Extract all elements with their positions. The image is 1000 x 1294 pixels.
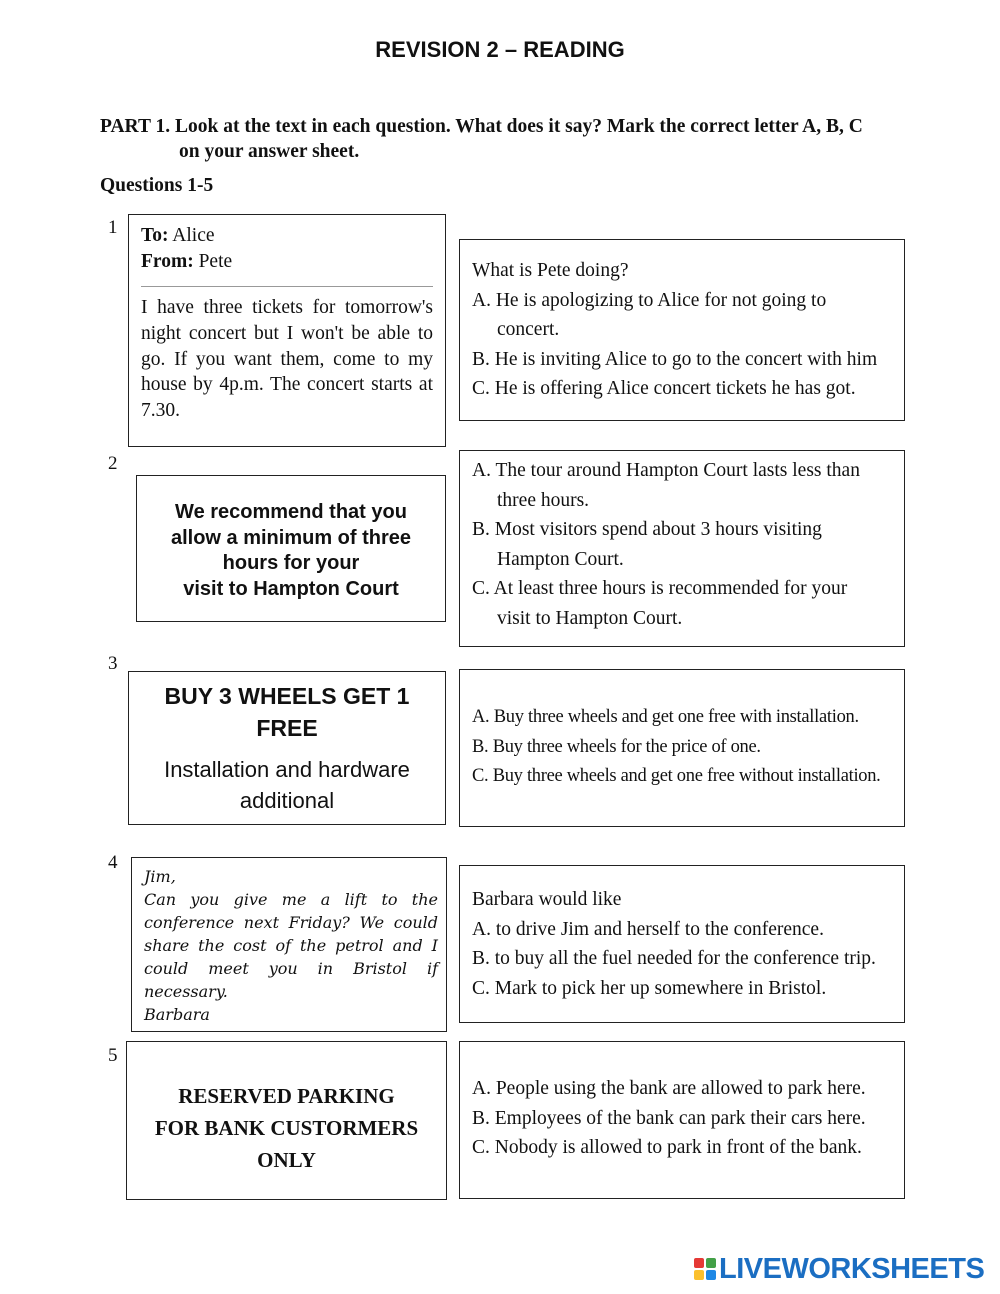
- q2-option-a-cont: three hours.: [497, 489, 590, 511]
- part-label: PART 1.: [100, 116, 171, 137]
- logo-squares-icon: [694, 1258, 716, 1280]
- instruction-line-2: on your answer sheet.: [179, 141, 360, 162]
- divider: [141, 286, 433, 287]
- q3-sub-line: Installation and hardware: [164, 757, 410, 782]
- q4-option-c[interactable]: C. Mark to pick her up somewhere in Bristol.: [472, 977, 827, 999]
- q1-option-a[interactable]: A. He is apologizing to Alice for not going to: [472, 289, 827, 311]
- logo-square: [694, 1270, 704, 1280]
- q2-option-b-cont: Hampton Court.: [497, 548, 624, 570]
- q5-notice-line: ONLY: [257, 1148, 316, 1172]
- logo-square: [694, 1258, 704, 1268]
- logo-text: LIVEWORKSHEETS: [719, 1252, 985, 1285]
- q1-message-box: [128, 214, 446, 447]
- q2-options-box: [459, 450, 905, 647]
- liveworksheets-logo[interactable]: [694, 1254, 984, 1284]
- q4-signature: Barbara: [144, 1005, 210, 1024]
- q4-message: Can you give me a lift to the conference next Friday? We could share the cost of the petrol and I could meet you in Bristol if necessary.: [144, 890, 438, 1001]
- q4-options-box: [459, 865, 905, 1023]
- q1-from-value: Pete: [198, 251, 233, 272]
- q2-notice-line: allow a minimum of three: [170, 526, 412, 549]
- q3-sub-line: additional: [239, 788, 335, 813]
- question-number-3: 3: [108, 653, 118, 674]
- q5-notice-line: RESERVED PARKING: [178, 1084, 395, 1108]
- q4-prompt: Barbara would like: [472, 889, 622, 910]
- q3-headline-line: BUY 3 WHEELS GET 1: [164, 683, 410, 709]
- question-number-5: 5: [108, 1045, 118, 1066]
- q5-notice-line: FOR BANK CUSTORMERS: [154, 1116, 419, 1140]
- q4-greeting: Jim,: [144, 867, 176, 886]
- q3-option-b[interactable]: B. Buy three wheels for the price of one.: [472, 736, 761, 757]
- q1-message: I have three tickets for tomorrow's night concert but I won't be able to go. If you want them, come to my house by 4p.m. The concert starts at 7.30.: [141, 297, 433, 422]
- q1-option-b[interactable]: B. He is inviting Alice to go to the concert with him: [472, 348, 878, 370]
- q1-to-line: To: Alice: [141, 225, 215, 246]
- q2-notice-line: visit to Hampton Court: [183, 577, 399, 600]
- page-title: REVISION 2 – READING: [375, 37, 625, 62]
- logo-square: [706, 1258, 716, 1268]
- q4-option-a[interactable]: A. to drive Jim and herself to the conference.: [472, 918, 824, 940]
- question-number-2: 2: [108, 453, 118, 474]
- logo-square: [706, 1270, 716, 1280]
- question-number-1: 1: [108, 217, 118, 238]
- q4-option-b[interactable]: B. to buy all the fuel needed for the conference trip.: [472, 948, 876, 969]
- instruction-line-1: Look at the text in each question. What does it say? Mark the correct letter A, B, C: [174, 116, 863, 137]
- q5-notice-box: [126, 1041, 447, 1200]
- q1-to-value: Alice: [172, 225, 215, 246]
- q3-headline-line: FREE: [256, 715, 318, 741]
- questions-heading: Questions 1-5: [100, 175, 214, 196]
- q2-option-c-cont: visit to Hampton Court.: [497, 607, 683, 629]
- part-instruction: [100, 114, 920, 164]
- q1-option-c[interactable]: C. He is offering Alice concert tickets he has got.: [472, 378, 856, 399]
- question-number-4: 4: [108, 852, 118, 873]
- q1-from-line: From: Pete: [141, 251, 233, 272]
- q1-options-box: [459, 239, 905, 421]
- q5-option-b[interactable]: B. Employees of the bank can park their cars here.: [472, 1107, 866, 1129]
- q3-options-box: [459, 669, 905, 827]
- q3-notice-box: [128, 671, 446, 825]
- q1-option-a-cont: concert.: [497, 319, 560, 340]
- q1-prompt: What is Pete doing?: [472, 260, 629, 281]
- q2-option-b[interactable]: B. Most visitors spend about 3 hours visiting: [472, 519, 822, 540]
- q5-option-c[interactable]: C. Nobody is allowed to park in front of the bank.: [472, 1137, 862, 1158]
- q5-options-box: [459, 1041, 905, 1199]
- q2-notice-line: We recommend that you: [175, 501, 407, 523]
- q5-option-a[interactable]: A. People using the bank are allowed to park here.: [472, 1078, 866, 1099]
- q4-note-box: [131, 857, 447, 1032]
- q3-option-c[interactable]: C. Buy three wheels and get one free without installation.: [472, 766, 881, 786]
- q2-notice-box: [136, 475, 446, 622]
- q2-option-c[interactable]: C. At least three hours is recommended for your: [472, 578, 848, 599]
- q3-option-a[interactable]: A. Buy three wheels and get one free with installation.: [472, 707, 859, 727]
- q2-option-a[interactable]: A. The tour around Hampton Court lasts less than: [472, 460, 860, 481]
- q2-notice-line: hours for your: [222, 552, 360, 574]
